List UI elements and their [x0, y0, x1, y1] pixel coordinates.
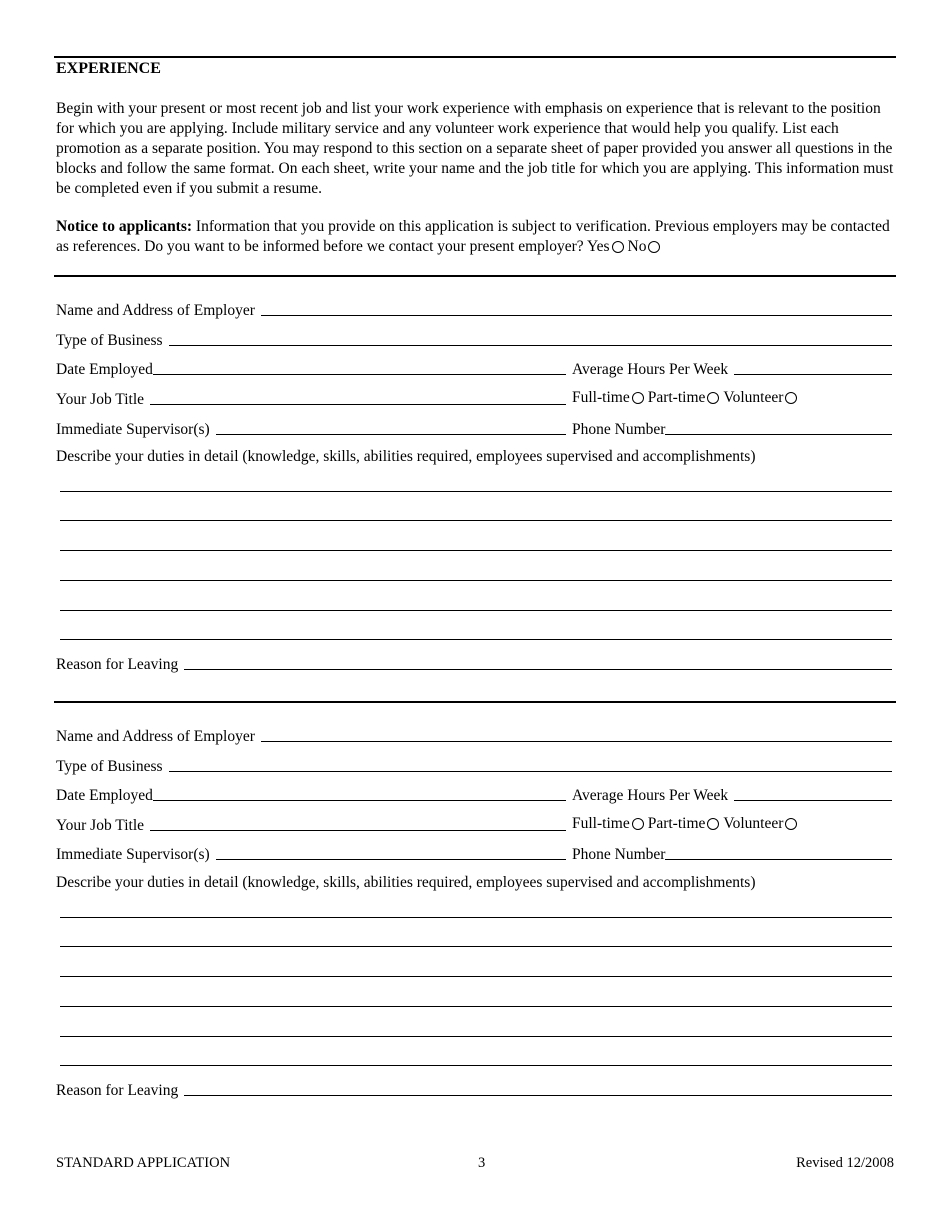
- avg-hours-label: Average Hours Per Week: [572, 361, 729, 378]
- employer-label: Name and Address of Employer: [56, 302, 255, 319]
- notice-label: Notice to applicants:: [56, 218, 193, 235]
- notice-paragraph: [56, 217, 896, 257]
- reason-label: Reason for Leaving: [56, 656, 179, 673]
- supervisor-label: Immediate Supervisor(s): [56, 421, 210, 438]
- duties-line[interactable]: [60, 946, 892, 947]
- duties-line[interactable]: [60, 1006, 892, 1007]
- avg-hours-field[interactable]: [734, 374, 892, 375]
- business-label: Type of Business: [56, 758, 163, 775]
- block-divider: [54, 701, 896, 703]
- supervisor-row: [56, 842, 892, 864]
- duties-label: Describe your duties in detail (knowledge, skills, abilities required, employees supervised and accomplishments): [56, 448, 756, 465]
- date-employed-label: Date Employed: [56, 361, 153, 378]
- date-hours-row: [56, 783, 892, 805]
- part-time-label: Part-time: [647, 389, 706, 406]
- supervisor-label: Immediate Supervisor(s): [56, 846, 210, 863]
- supervisor-field[interactable]: [216, 434, 566, 435]
- notice-no-label: No: [627, 238, 647, 255]
- part-time-label: Part-time: [647, 815, 706, 832]
- intro-paragraph: Begin with your present or most recent job and list your work experience with emphasis on experience that is relevant to the position for which you are applying. Include military service and any volunteer work experience that would help you qualify. List each promotion as a separate position. You may respond to this section on a separate sheet of paper provided you answer all questions in the blocks and follow the same format. On each sheet, write your name and the job title for which you are applying. This information must be completed even if you submit a resume.: [56, 100, 894, 197]
- employer-row: [56, 298, 892, 320]
- date-hours-row: [56, 357, 892, 379]
- duties-line[interactable]: [60, 1065, 892, 1066]
- duties-label: Describe your duties in detail (knowledge, skills, abilities required, employees supervised and accomplishments): [56, 874, 756, 891]
- duties-line[interactable]: [60, 550, 892, 551]
- duties-line[interactable]: [60, 610, 892, 611]
- job-title-field[interactable]: [150, 830, 566, 831]
- duties-line[interactable]: [60, 917, 892, 918]
- reason-row: [56, 1078, 892, 1100]
- duties-line[interactable]: [60, 1036, 892, 1037]
- footer-left: STANDARD APPLICATION: [56, 1155, 231, 1171]
- employer-row: [56, 724, 892, 746]
- reason-row: [56, 652, 892, 674]
- notify-yes-radio[interactable]: [612, 241, 624, 253]
- supervisor-row: [56, 417, 892, 439]
- business-label: Type of Business: [56, 332, 163, 349]
- duties-line[interactable]: [60, 491, 892, 492]
- page-number: 3: [478, 1155, 486, 1171]
- duties-line[interactable]: [60, 976, 892, 977]
- employer-label: Name and Address of Employer: [56, 728, 255, 745]
- volunteer-label: Volunteer: [723, 389, 784, 406]
- footer-right: Revised 12/2008: [796, 1155, 894, 1171]
- section-divider: [54, 275, 896, 277]
- reason-field[interactable]: [184, 1095, 892, 1096]
- phone-label: Phone Number: [572, 421, 666, 438]
- job-title-label: Your Job Title: [56, 817, 145, 834]
- volunteer-radio[interactable]: [785, 392, 797, 404]
- date-employed-label: Date Employed: [56, 787, 153, 804]
- business-field[interactable]: [169, 771, 892, 772]
- date-employed-field[interactable]: [153, 800, 566, 801]
- top-rule: [54, 56, 896, 58]
- employer-field[interactable]: [261, 741, 892, 742]
- reason-field[interactable]: [184, 669, 892, 670]
- full-time-radio[interactable]: [632, 392, 644, 404]
- section-title: EXPERIENCE: [56, 60, 161, 77]
- volunteer-label: Volunteer: [723, 815, 784, 832]
- business-row: [56, 754, 892, 776]
- business-field[interactable]: [169, 345, 892, 346]
- phone-field[interactable]: [665, 434, 892, 435]
- job-title-label: Your Job Title: [56, 391, 145, 408]
- supervisor-field[interactable]: [216, 859, 566, 860]
- employer-field[interactable]: [261, 315, 892, 316]
- job-title-row: [56, 813, 892, 835]
- duties-line[interactable]: [60, 639, 892, 640]
- notify-no-radio[interactable]: [648, 241, 660, 253]
- volunteer-radio[interactable]: [785, 818, 797, 830]
- part-time-radio[interactable]: [707, 392, 719, 404]
- phone-label: Phone Number: [572, 846, 666, 863]
- full-time-label: Full-time: [572, 389, 630, 406]
- date-employed-field[interactable]: [153, 374, 566, 375]
- full-time-label: Full-time: [572, 815, 630, 832]
- phone-field[interactable]: [665, 859, 892, 860]
- job-title-row: [56, 387, 892, 409]
- duties-line[interactable]: [60, 580, 892, 581]
- part-time-radio[interactable]: [707, 818, 719, 830]
- job-title-field[interactable]: [150, 404, 566, 405]
- notice-text: Information that you provide on this application is subject to verification. Previous employers may be contacted as references. Do you want to be informed before we contact your present employer? Yes: [56, 218, 890, 255]
- full-time-radio[interactable]: [632, 818, 644, 830]
- avg-hours-label: Average Hours Per Week: [572, 787, 729, 804]
- duties-line[interactable]: [60, 520, 892, 521]
- avg-hours-field[interactable]: [734, 800, 892, 801]
- reason-label: Reason for Leaving: [56, 1082, 179, 1099]
- business-row: [56, 328, 892, 350]
